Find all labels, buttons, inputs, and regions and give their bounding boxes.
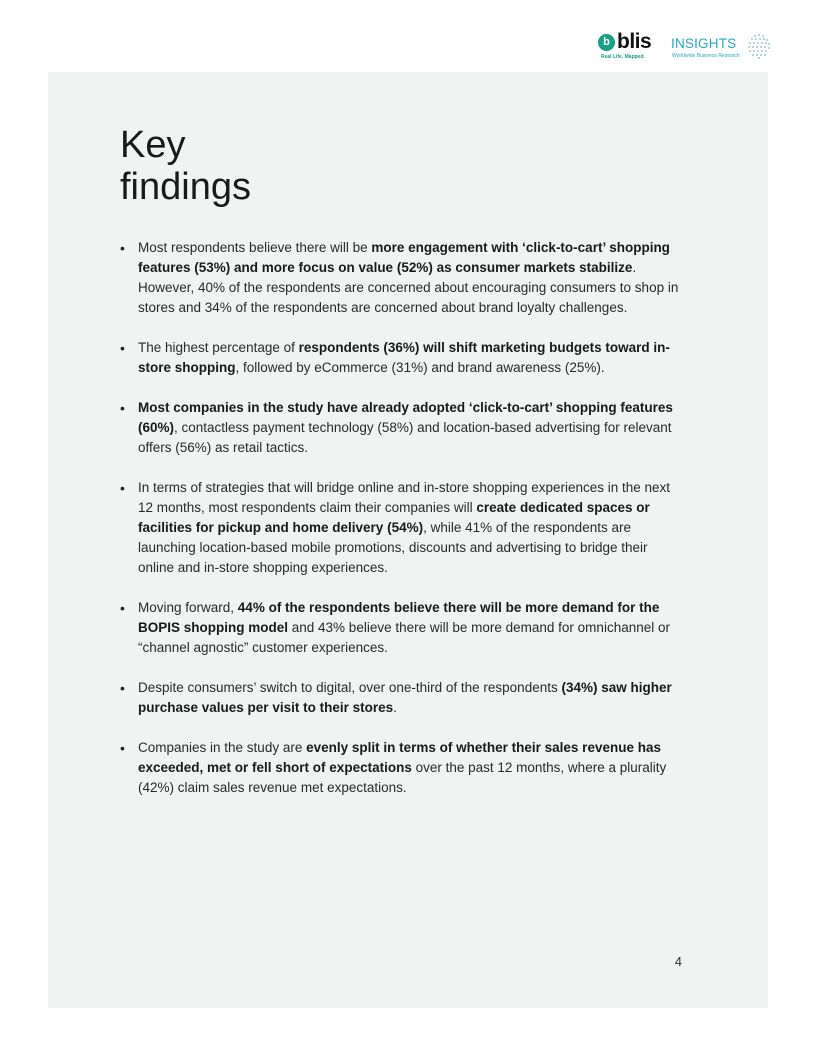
content-panel — [48, 72, 768, 1008]
finding-text: over the past 12 months, where a plurality (42%) claim sales revenue met expectations. — [138, 760, 667, 795]
insights-logo-tagline: Worldwide Business Research — [672, 53, 740, 59]
bullet-icon: • — [120, 740, 125, 756]
finding-text: . However, 40% of the respondents are concerned about encouraging consumers to shop in stores and 34% of the respondents are concerned about brand loyalty challenges. — [138, 260, 679, 315]
finding-highlight-text: evenly split in terms of whether their sales revenue has exceeded, met or fell short of expectations — [138, 740, 661, 775]
bullet-icon: • — [120, 480, 125, 496]
finding-highlight-text: (34%) saw higher purchase values per visit to their stores — [138, 680, 672, 715]
blis-logo — [598, 32, 658, 62]
finding-highlight-text: create dedicated spaces or facilities for pickup and home delivery (54%) — [138, 500, 650, 535]
finding-text: , while 41% of the respondents are launching location-based mobile promotions, discounts and advertising to bridge their online and in-store shopping experiences. — [138, 520, 648, 575]
bullet-icon: • — [120, 240, 125, 256]
finding-item — [120, 238, 680, 318]
finding-text: , followed by eCommerce (31%) and brand awareness (25%). — [235, 360, 605, 375]
bullet-icon: • — [120, 600, 125, 616]
finding-text: In terms of strategies that will bridge online and in-store shopping experiences in the next 12 months, most respondents claim their companies will — [138, 480, 671, 515]
blis-logo-mark-icon: b — [598, 34, 615, 51]
key-findings-list — [120, 238, 680, 818]
finding-text: Despite consumers’ switch to digital, over one-third of the respondents — [138, 680, 562, 695]
blis-logo-tagline: Real Life. Mapped. — [601, 54, 645, 60]
finding-item — [120, 678, 680, 718]
finding-highlight-text: 44% of the respondents believe there will be more demand for the BOPIS shopping model — [138, 600, 660, 635]
bullet-icon: • — [120, 400, 125, 416]
page-number: 4 — [674, 954, 682, 969]
blis-logo-word: blis — [617, 30, 652, 53]
finding-text: Companies in the study are — [138, 740, 307, 755]
page-title-line: findings — [120, 166, 251, 208]
finding-highlight-text: more engagement with ‘click-to-cart’ shopping features (53%) and more focus on value (52%) as consumer markets stabilize — [138, 240, 670, 275]
finding-text: The highest percentage of — [138, 340, 299, 355]
globe-dots-icon — [745, 32, 773, 60]
finding-item — [120, 338, 680, 378]
finding-highlight-text: respondents (36%) will shift marketing budgets toward in-store shopping — [138, 340, 670, 375]
page-header — [0, 0, 816, 72]
finding-text: and 43% believe there will be more demand for omnichannel or “channel agnostic” customer experiences. — [138, 620, 670, 655]
finding-text: Moving forward, — [138, 600, 238, 615]
finding-item — [120, 398, 680, 458]
finding-text: , contactless payment technology (58%) and location-based advertising for relevant offers (56%) as retail tactics. — [138, 420, 672, 455]
finding-item — [120, 738, 680, 798]
insights-logo-word: INSIGHTS — [671, 36, 737, 51]
bullet-icon: • — [120, 340, 125, 356]
bullet-icon: • — [120, 680, 125, 696]
finding-text: Most respondents believe there will be — [138, 240, 372, 255]
insights-logo — [671, 36, 773, 64]
finding-item — [120, 598, 680, 658]
page-title-line: Key — [120, 124, 186, 166]
finding-text: . — [393, 700, 397, 715]
finding-item — [120, 478, 680, 578]
page-title — [120, 124, 251, 208]
finding-highlight-text: Most companies in the study have already adopted ‘click-to-cart’ shopping features (60%) — [138, 400, 673, 435]
